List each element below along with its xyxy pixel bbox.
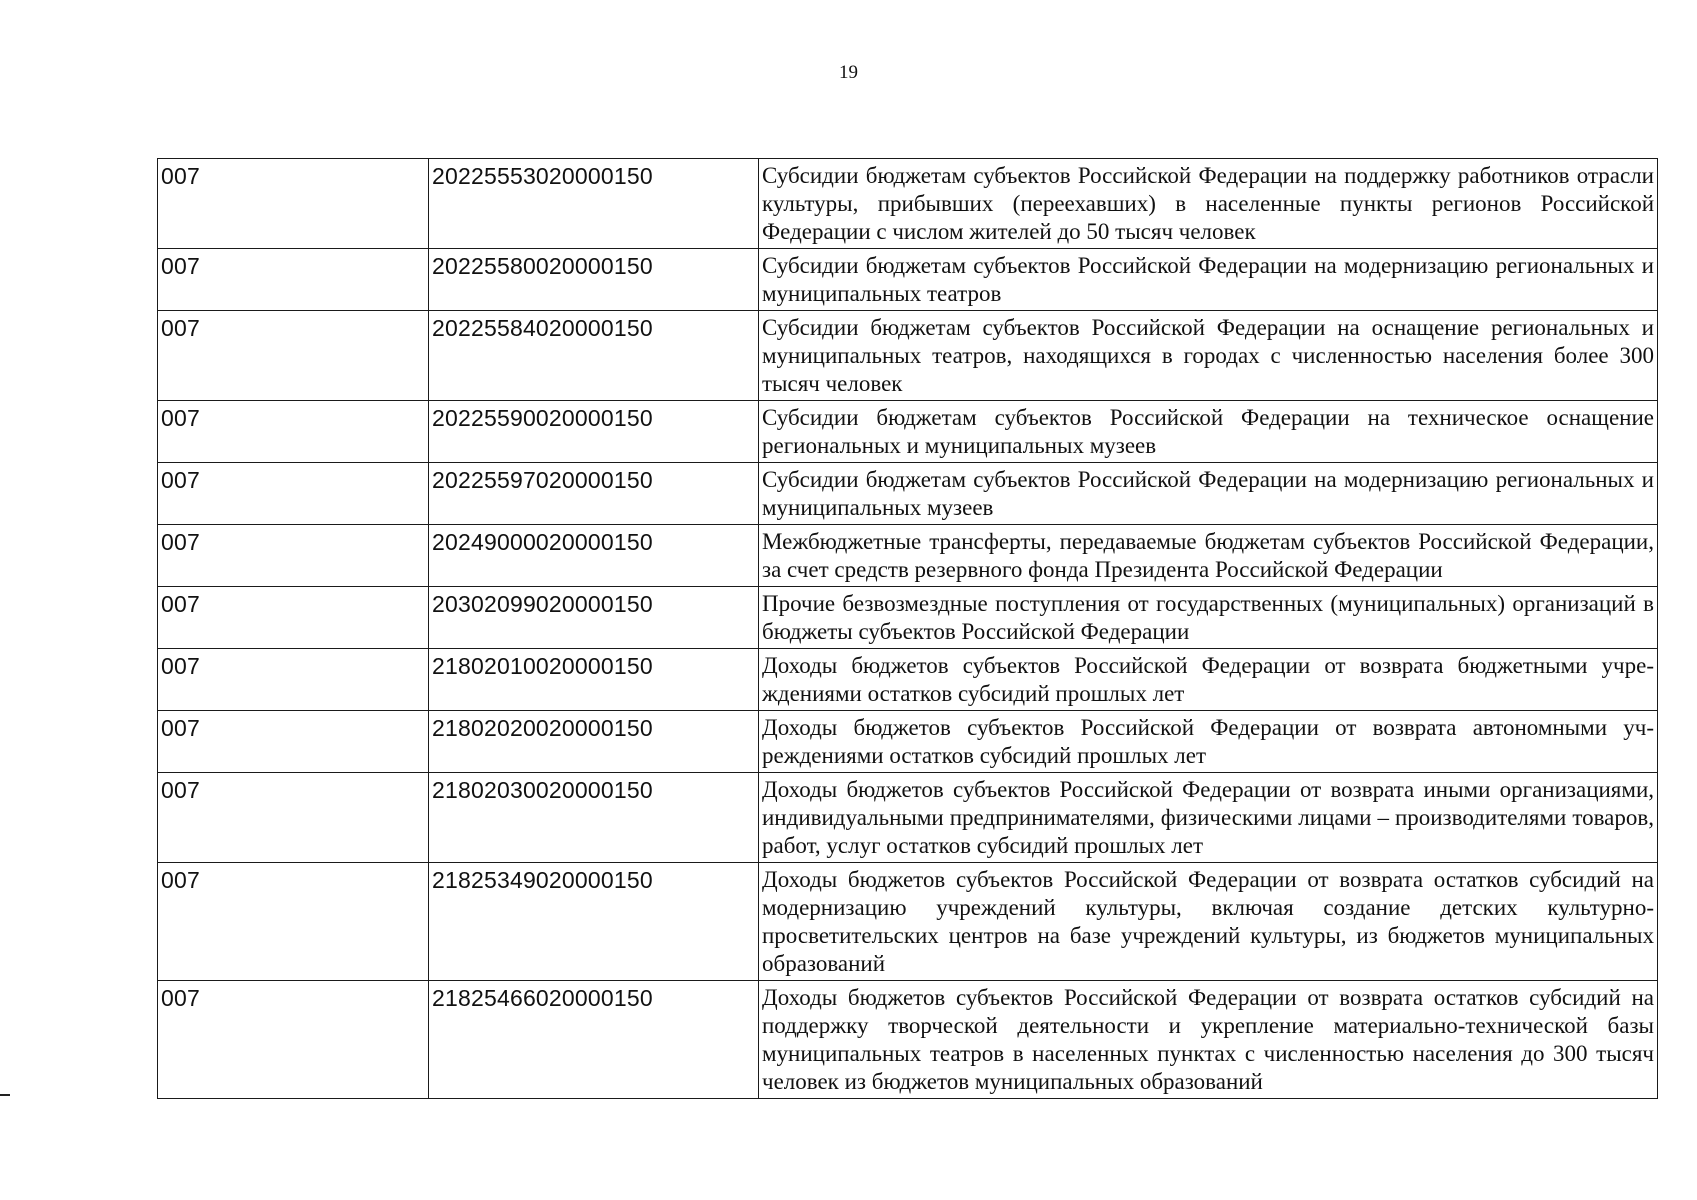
budget-code-cell: 20225580020000150 (429, 249, 759, 311)
table-row (158, 159, 1658, 249)
table-row (158, 249, 1658, 311)
admin-code-cell: 007 (158, 587, 429, 649)
admin-code-cell: 007 (158, 463, 429, 525)
admin-code-cell: 007 (158, 711, 429, 773)
table-row (158, 525, 1658, 587)
budget-code-cell: 21802030020000150 (429, 773, 759, 863)
income-name-cell: Доходы бюджетов субъектов Российской Федерации от возврата бюджетными учреждениями остатков субсидий прошлых лет (759, 649, 1658, 711)
income-name-cell: Прочие безвозмездные поступления от государственных (муниципальных) организаций в бюджеты субъектов Российской Федерации (759, 587, 1658, 649)
budget-code-cell: 21802010020000150 (429, 649, 759, 711)
income-name-cell: Доходы бюджетов субъектов Российской Федерации от возврата остатков субсидий на поддержку творческой деятельности и укрепление материально-технической базы муниципальных театров в населенных пунктах с численностью населения до 300 тысяч человек из бюджетов муниципальных образований (759, 981, 1658, 1099)
admin-code-cell: 007 (158, 863, 429, 981)
admin-code-cell: 007 (158, 525, 429, 587)
budget-code-cell: 20225597020000150 (429, 463, 759, 525)
budget-code-cell: 20225553020000150 (429, 159, 759, 249)
admin-code-cell: 007 (158, 773, 429, 863)
budget-code-cell: 21802020020000150 (429, 711, 759, 773)
budget-code-cell: 21825349020000150 (429, 863, 759, 981)
table-row (158, 401, 1658, 463)
table-row (158, 587, 1658, 649)
admin-code-cell: 007 (158, 159, 429, 249)
income-name-cell: Субсидии бюджетам субъектов Российской Федерации на техническое оснащение региональных и муниципальных музеев (759, 401, 1658, 463)
budget-code-cell: 20249000020000150 (429, 525, 759, 587)
budget-code-cell: 21825466020000150 (429, 981, 759, 1099)
table-row (158, 311, 1658, 401)
income-name-cell: Межбюджетные трансферты, передаваемые бюджетам субъектов Российской Федерации, за счет средств резервного фонда Президента Российской Федерации (759, 525, 1658, 587)
table-row (158, 863, 1658, 981)
income-name-cell: Субсидии бюджетам субъектов Российской Федерации на оснащение региональных и муниципальных театров, находящихся в городах с численностью населения более 300 тысяч человек (759, 311, 1658, 401)
admin-code-cell: 007 (158, 311, 429, 401)
income-codes-table (157, 158, 1658, 1099)
admin-code-cell: 007 (158, 649, 429, 711)
income-name-cell: Доходы бюджетов субъектов Российской Федерации от возврата автономными учреждениями остатков субсидий прошлых лет (759, 711, 1658, 773)
admin-code-cell: 007 (158, 401, 429, 463)
admin-code-cell: 007 (158, 249, 429, 311)
table-row (158, 711, 1658, 773)
budget-code-cell: 20225590020000150 (429, 401, 759, 463)
income-name-cell: Доходы бюджетов субъектов Российской Федерации от возврата иными организациями, индивидуальными предпринимателями, физическими лицами – производителями товаров, работ, услуг остатков субсидий прошлых лет (759, 773, 1658, 863)
table-row (158, 981, 1658, 1099)
table-row (158, 463, 1658, 525)
income-name-cell: Субсидии бюджетам субъектов Российской Федерации на модернизацию региональных и муниципальных музеев (759, 463, 1658, 525)
income-name-cell: Доходы бюджетов субъектов Российской Федерации от возврата остатков субсидий на модернизацию учреждений культуры, включая создание детских культурно-просветительских центров на базе учреждений культуры, из бюджетов муниципальных образований (759, 863, 1658, 981)
scan-margin-mark (0, 1094, 10, 1096)
page-number: 19 (839, 62, 858, 83)
admin-code-cell: 007 (158, 981, 429, 1099)
budget-code-cell: 20225584020000150 (429, 311, 759, 401)
table-row (158, 773, 1658, 863)
income-name-cell: Субсидии бюджетам субъектов Российской Федерации на поддержку работников отрасли культуры, прибывших (переехавших) в населенные пункты регионов Российской Федерации с числом жителей до 50 тысяч человек (759, 159, 1658, 249)
table-row (158, 649, 1658, 711)
income-name-cell: Субсидии бюджетам субъектов Российской Федерации на модернизацию региональных и муниципальных театров (759, 249, 1658, 311)
budget-code-cell: 20302099020000150 (429, 587, 759, 649)
